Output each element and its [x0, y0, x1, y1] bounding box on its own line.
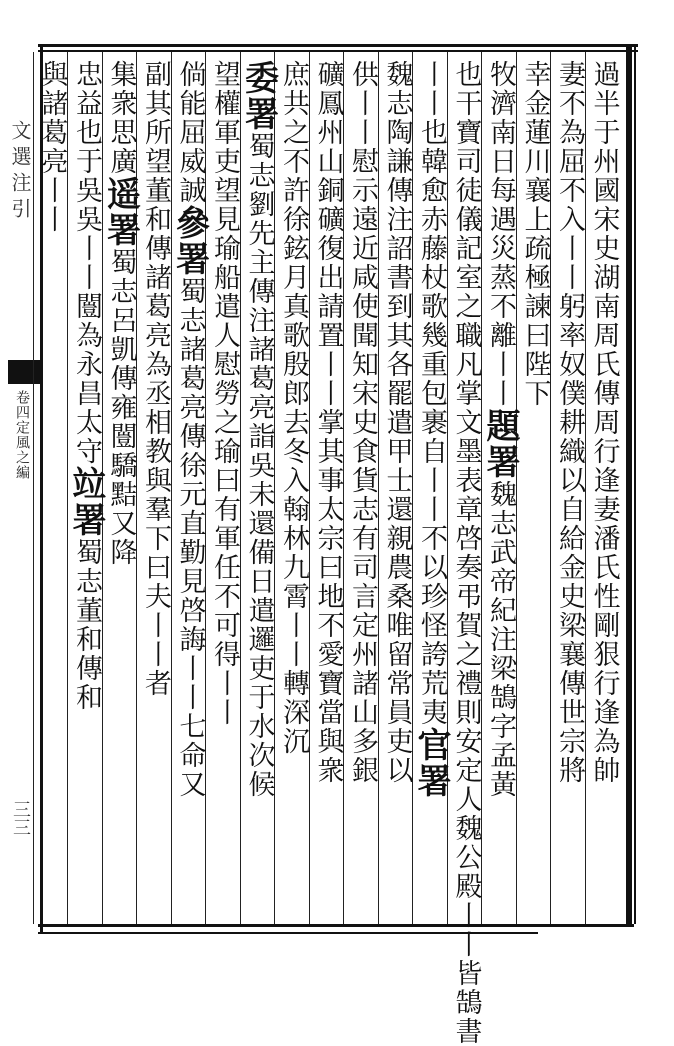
text-column — [68, 60, 104, 712]
text-column — [482, 60, 518, 799]
column-text: 庶共之不許徐鉉月真歌殷郎去冬入翰林九霄丨丨轉深沉 — [278, 60, 309, 756]
text-column — [100, 60, 141, 567]
text-column — [310, 60, 346, 785]
column-text: 幸金蓮川襄上疏極諫曰陛下 — [519, 60, 551, 408]
margin-middle-text: 卷四定風之編 — [14, 390, 30, 480]
column-text: 供丨丨慰示遠近咸使聞知宋史食貨志有司言定州諸山多銀 — [347, 60, 378, 785]
frame-top-rule-inner — [38, 50, 638, 52]
text-column — [275, 60, 311, 756]
column-text: 蜀志董和傳和 — [71, 538, 102, 712]
text-column — [586, 60, 622, 785]
frame-bottom-rule — [38, 924, 634, 927]
section-heading: 參署 — [169, 205, 210, 277]
column-text: 礦鳳州山銅礦復出請置丨丨掌其事太宗曰地不愛寶當與衆 — [312, 60, 344, 785]
section-heading: 遥署 — [100, 176, 141, 248]
text-column — [238, 60, 279, 799]
margin-black-block — [8, 360, 40, 384]
column-text: 董和傳諸葛亮為丞相教與羣下曰夫丨丨者 — [140, 176, 171, 698]
column-text: 蜀志劉先主傳注諸葛亮詣吳未還備日遣邏吏于水次候 — [243, 132, 275, 799]
section-heading: 官署 — [411, 727, 451, 799]
column-text: 丨丨也韓愈赤藤杖歌幾重包裹自丨丨不以珍怪誇荒夷 — [416, 60, 447, 727]
column-text: 牧濟南日每遇災蒸不離丨丨 — [485, 60, 516, 408]
column-text: 魏志陶謙傳注詔書到其各罷遣甲士還親農桑唯留常員吏以 — [381, 60, 413, 785]
column-text: 副其所望 — [140, 60, 171, 176]
column-text: 倘能屈威誠 — [174, 60, 206, 205]
text-column — [517, 60, 553, 408]
section-heading: 委署 — [238, 60, 279, 132]
column-text: 蜀志諸葛亮傳徐元直勤見啓誨丨丨七命又 — [174, 277, 206, 799]
margin-bottom-text: 三三 — [10, 800, 31, 836]
text-column — [137, 60, 173, 698]
text-column — [448, 60, 484, 1046]
margin-top-text: 文選注引 — [8, 120, 32, 224]
column-text: 望權軍吏望見瑜船遣人慰勞之瑜曰有軍任不可得丨丨 — [209, 60, 240, 727]
column-text: 忠益也 — [71, 60, 102, 147]
text-column — [379, 60, 415, 785]
text-column — [34, 60, 70, 234]
column-text: 于吳吳丨丨闓為永昌太守 — [71, 147, 102, 466]
column-text: 與諸葛亮丨丨 — [36, 60, 68, 234]
column-text: 也干寶司徒儀記室之職凡掌文墨表章啓奏弔賀之禮則 — [450, 60, 482, 727]
column-text: 安定人魏公殿丨丨皆鵠書 — [450, 727, 482, 1046]
frame-right-rule-outer — [634, 44, 636, 924]
frame-right-rule — [626, 44, 632, 924]
text-column — [169, 60, 210, 799]
text-column — [344, 60, 380, 785]
text-column — [413, 60, 449, 799]
column-text: 集衆思廣 — [105, 60, 137, 176]
text-column — [551, 60, 587, 785]
column-text: 蜀志呂凱傳雍闓驕黠又降 — [105, 248, 137, 567]
column-text: 妻不為屈不入丨丨躬率奴僕耕織以自給金史梁襄傳世宗將 — [554, 60, 585, 785]
section-heading: 題署 — [480, 408, 520, 480]
column-text: 過半于州國宋史湖南周氏傳周行逢妻潘氏性剛狠行逢為帥 — [588, 60, 620, 785]
frame-top-rule — [38, 44, 638, 47]
section-heading: 竝署 — [66, 466, 106, 538]
column-text: 魏志武帝紀注梁鵠字孟黃 — [485, 480, 516, 799]
text-column — [206, 60, 242, 727]
